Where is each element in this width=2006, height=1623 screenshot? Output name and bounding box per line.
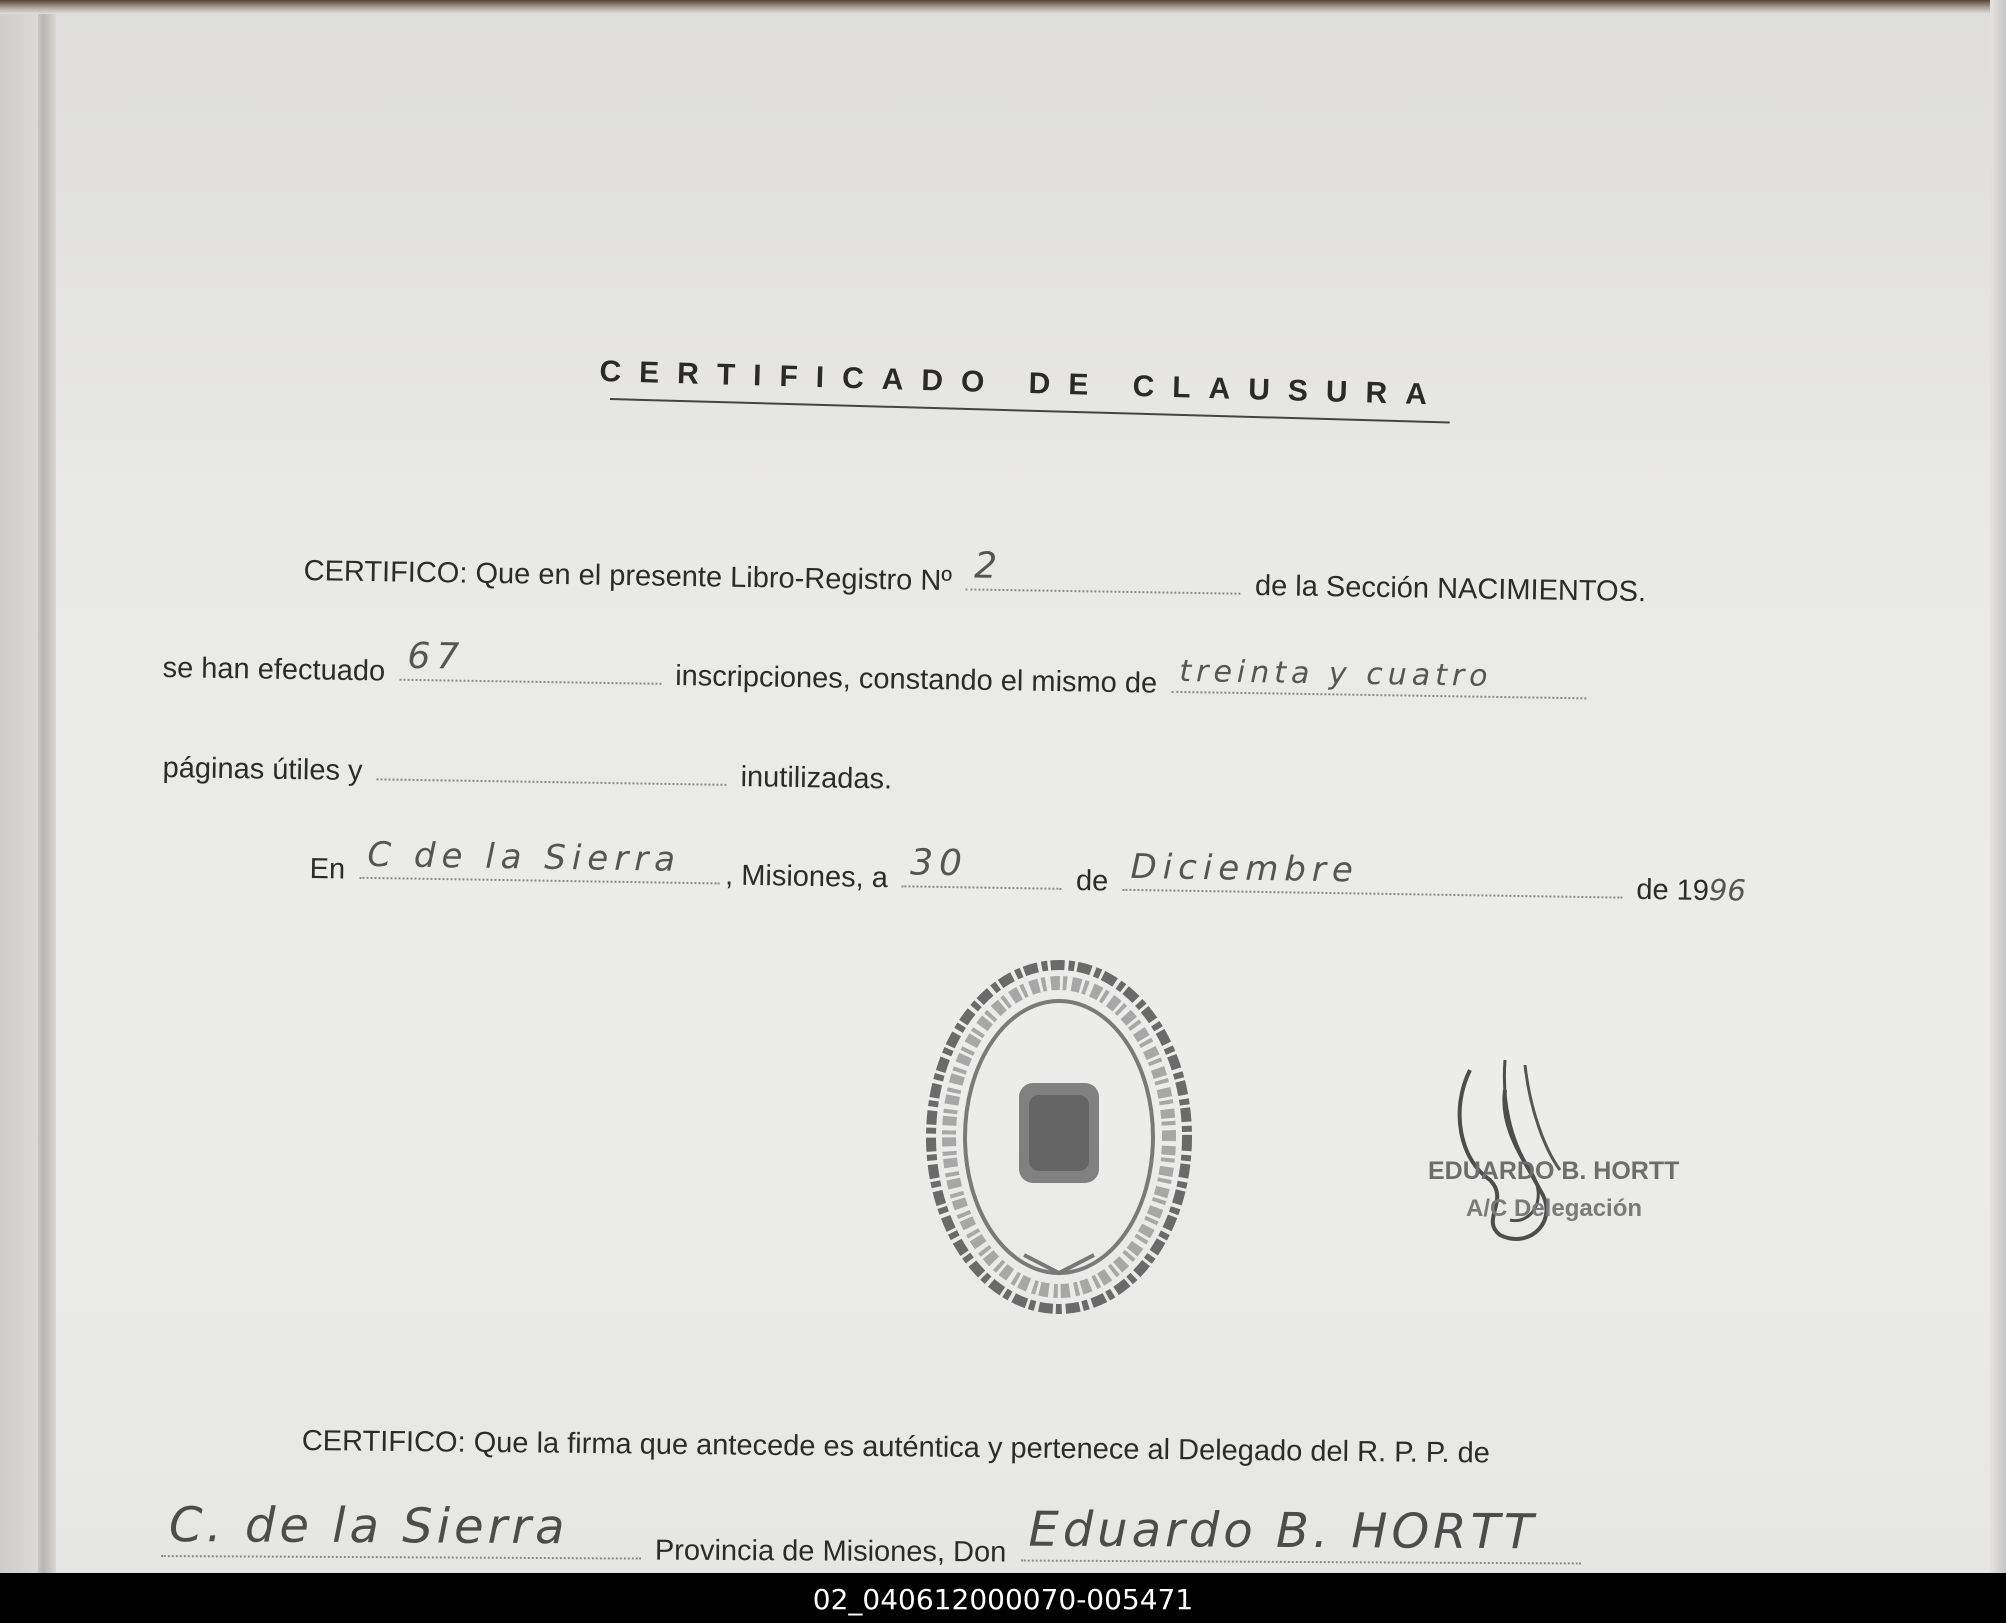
registro-number-handwritten: 2 [973, 545, 1004, 587]
inutilizadas-field [376, 748, 726, 785]
signature-name: EDUARDO B. HORTT [1428, 1157, 1680, 1185]
cert2-nombre-field [1020, 1501, 1580, 1565]
cert-line-3 [162, 745, 892, 796]
cert-line-4 [309, 834, 1747, 909]
localidad-handwritten: C de la Sierra [367, 834, 682, 880]
cert2-localidad-field [161, 1497, 641, 1560]
paginas-handwritten: treinta y cuatro [1179, 653, 1493, 694]
cert-line-2-mid: inscripciones, constando el mismo de [674, 660, 1158, 700]
cert-line-3-lead: páginas útiles y [162, 751, 363, 788]
cert2-line-2-mid: Provincia de Misiones, Don [654, 1534, 1007, 1569]
page-top-edge [0, 0, 2006, 14]
cert-line-2 [162, 635, 1592, 707]
inscripciones-handwritten: 67 [407, 635, 466, 678]
page-binding-shadow [0, 0, 40, 1573]
cert2-line-1-lead: CERTIFICO: Que la firma que antecede es auténtica y pertenece al Delegado del R. P. P. de [301, 1425, 1491, 1470]
cert2-nombre-handwritten: Eduardo B. HORTT [1028, 1501, 1538, 1561]
image-identifier: 02_040612000070-005471 [812, 1583, 1194, 1616]
cert-line-2-lead: se han efectuado [162, 651, 386, 688]
page-right-edge [1990, 0, 2006, 1573]
localidad-field [359, 834, 719, 885]
mes-handwritten: Diciembre [1130, 846, 1360, 891]
cert2-line-1 [302, 1425, 1490, 1470]
inscripciones-field [399, 635, 661, 685]
mes-field [1122, 846, 1622, 899]
cert-line-4-mid1: , Misiones, a [724, 859, 889, 895]
cert2-localidad-handwritten: C. de la Sierra [168, 1497, 569, 1556]
page-binding-edge [38, 0, 56, 1573]
cert-line-1-lead: CERTIFICO: Que en el presente Libro-Registro Nº [303, 554, 953, 598]
cert2-line-2 [155, 1497, 1587, 1572]
dia-field [902, 842, 1062, 890]
document-title: CERTIFICADO DE CLAUSURA [599, 355, 1446, 412]
paginas-field [1171, 653, 1586, 700]
registro-number-field [966, 545, 1241, 594]
official-seal-stamp [924, 955, 1194, 1320]
signature-role: A/C Delegación [1466, 1195, 1643, 1222]
cert-line-3-tail: inutilizadas. [740, 761, 893, 796]
cert-line-4-mid2: de [1075, 865, 1109, 898]
anio-handwritten: 96 [1708, 872, 1747, 908]
dia-handwritten: 30 [909, 842, 969, 885]
cert-line-1 [303, 545, 1647, 609]
cert-line-1-tail: de la Sección NACIMIENTOS. [1254, 569, 1647, 609]
cert-line-4-lead: En [309, 852, 346, 886]
cert-line-4-mid3: de 19 [1636, 873, 1710, 907]
